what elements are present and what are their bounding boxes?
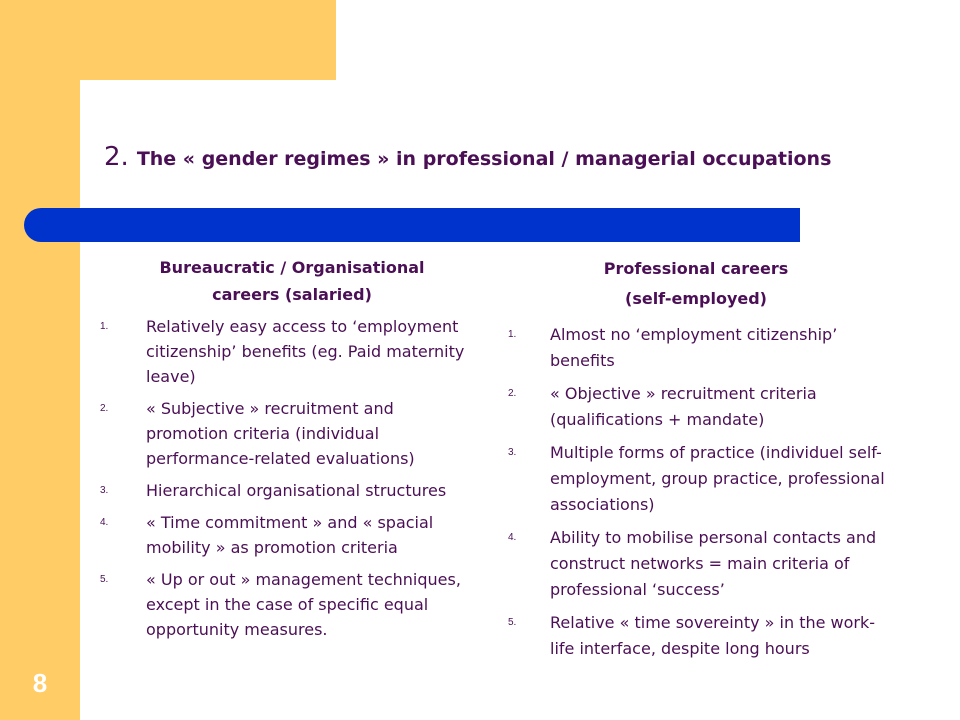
list-marker: 2. xyxy=(508,388,517,399)
right-column xyxy=(500,254,892,669)
list-item-text: Hierarchical organisational structures xyxy=(146,481,447,500)
list-item-text: Ability to mobilise personal contacts and construct networks = main criteria of professional ‘success’ xyxy=(550,528,877,599)
left-column-list xyxy=(96,314,480,642)
list-item xyxy=(96,314,480,389)
list-marker: 1. xyxy=(100,321,109,332)
right-column-heading-line1: Professional careers xyxy=(603,259,789,278)
right-column-heading-line2: (self-employed) xyxy=(625,289,767,308)
left-accent-band xyxy=(0,0,80,720)
list-item-text: Relative « time sovereinty » in the work-life interface, despite long hours xyxy=(550,613,876,658)
list-marker: 5. xyxy=(100,574,109,585)
list-item-text: Multiple forms of practice (individuel self-employment, group practice, professional associations) xyxy=(550,443,885,514)
list-item xyxy=(96,396,480,471)
slide-title-number: 2. xyxy=(104,142,129,172)
list-item xyxy=(96,567,480,642)
list-item xyxy=(500,440,892,518)
list-item xyxy=(500,322,892,374)
right-column-list xyxy=(500,322,892,662)
left-column-heading-line2: careers (salaried) xyxy=(212,285,372,304)
list-marker: 4. xyxy=(508,532,517,543)
list-item-text: « Subjective » recruitment and promotion criteria (individual performance-related evaluations) xyxy=(146,399,415,468)
list-item-text: « Objective » recruitment criteria (qualifications + mandate) xyxy=(550,384,817,429)
top-accent-block xyxy=(80,0,336,80)
list-item xyxy=(500,525,892,603)
list-item-text: « Time commitment » and « spacial mobility » as promotion criteria xyxy=(146,513,434,557)
list-item xyxy=(500,610,892,662)
left-column-heading xyxy=(112,254,472,308)
list-item-text: « Up or out » management techniques, except in the case of specific equal opportunity measures. xyxy=(146,570,461,639)
list-marker: 3. xyxy=(100,485,109,496)
left-column-heading-line1: Bureaucratic / Organisational xyxy=(159,258,425,277)
list-item xyxy=(96,510,480,560)
right-column-heading xyxy=(500,254,892,314)
list-marker: 3. xyxy=(508,447,517,458)
list-marker: 5. xyxy=(508,617,517,628)
slide-title-text: The « gender regimes » in professional / managerial occupations xyxy=(136,148,832,170)
list-item-text: Relatively easy access to ‘employment citizenship’ benefits (eg. Paid maternity leave) xyxy=(146,317,465,386)
list-marker: 1. xyxy=(508,329,517,340)
list-marker: 4. xyxy=(100,517,109,528)
left-column xyxy=(96,254,480,649)
list-item xyxy=(96,478,480,503)
slide-title xyxy=(104,142,944,172)
list-item xyxy=(500,381,892,433)
list-marker: 2. xyxy=(100,403,109,414)
list-item-text: Almost no ‘employment citizenship’ benefits xyxy=(550,325,838,370)
slide-number: 8 xyxy=(32,668,48,698)
title-underline-bar xyxy=(24,208,800,242)
